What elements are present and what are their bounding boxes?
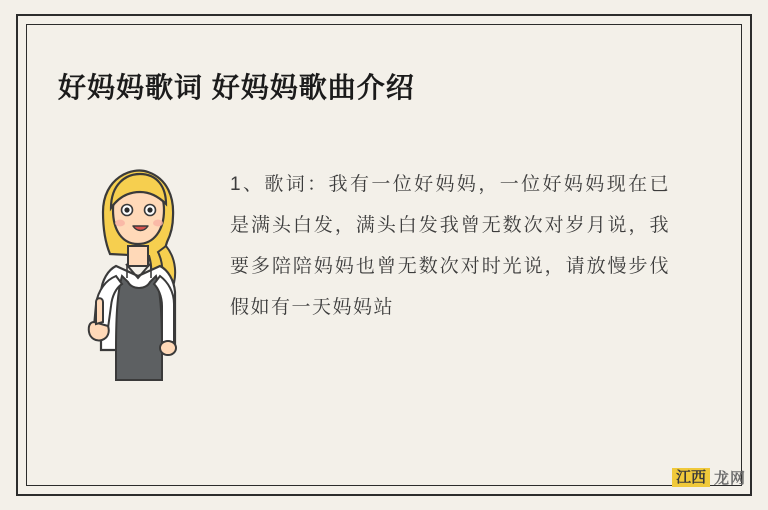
article-paragraph: 1、歌词：我有一位好妈妈，一位好妈妈现在已是满头白发，满头白发我曾无数次对岁月说，我要多陪陪妈妈也曾无数次对时光说，请放慢步伐假如有一天妈妈站 bbox=[230, 174, 670, 318]
watermark-badge: 江西 bbox=[672, 468, 710, 487]
woman-pointing-up-illustration bbox=[70, 150, 210, 390]
page-title: 好妈妈歌词 好妈妈歌曲介绍 bbox=[58, 72, 415, 103]
watermark bbox=[672, 467, 746, 488]
watermark-text: 龙网 bbox=[713, 470, 746, 487]
